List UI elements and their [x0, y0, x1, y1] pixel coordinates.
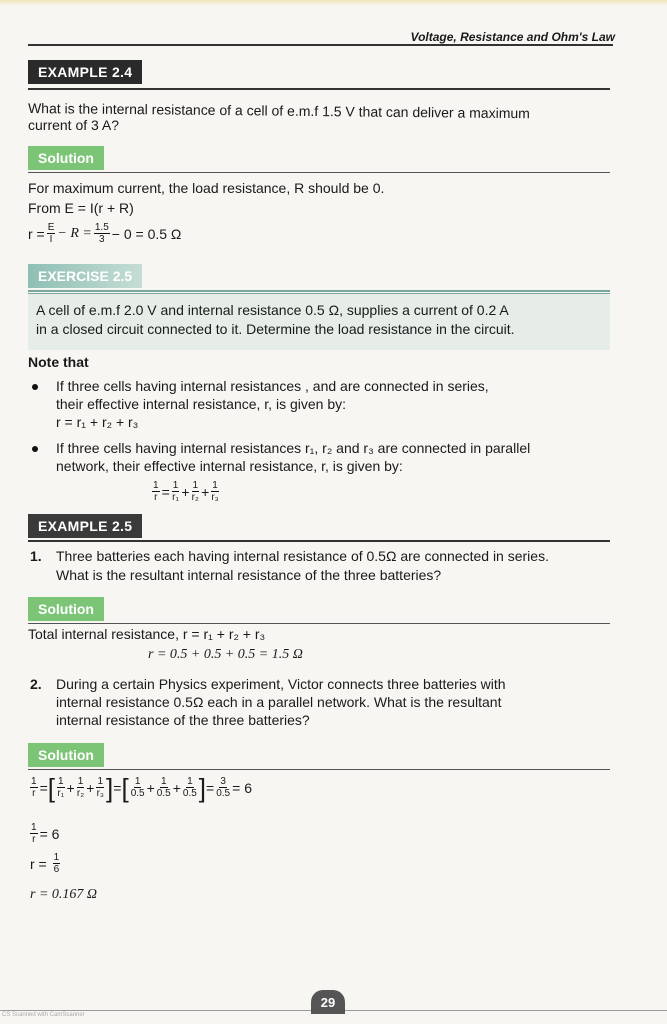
- bullet-dot: [32, 384, 38, 390]
- top-band: [0, 0, 667, 6]
- example-2-4-label: EXAMPLE 2.4: [28, 60, 142, 84]
- solution-label: Solution: [28, 597, 104, 621]
- equation-line: $\frac{1}{r}$ = 6: [31, 822, 60, 845]
- solution-rule: [28, 769, 610, 770]
- running-header: Voltage, Resistance and Ohm's Law: [410, 30, 615, 44]
- exercise-2-5-label: EXERCISE 2.5: [28, 264, 142, 288]
- example-2-5-label: EXAMPLE 2.5: [28, 514, 142, 538]
- question-line: During a certain Physics experiment, Victor connects three batteries with: [56, 676, 506, 692]
- example-rule: [28, 88, 610, 90]
- solution-label: Solution: [28, 743, 104, 767]
- note-line: If three cells having internal resistances r₁, r₂ and r₃ are connected in parallel: [56, 440, 531, 456]
- question-line: What is the internal resistance of a cell of e.m.f 1.5 V that can deliver a maximum: [27, 100, 530, 122]
- question-line: internal resistance 0.5Ω each in a parallel network. What is the resultant: [56, 694, 502, 710]
- question-line: internal resistance of the three batteries?: [56, 712, 310, 728]
- equation-line: r = $\frac{1}{6}$: [30, 852, 60, 875]
- scan-watermark: CS Scanned with CamScanner: [2, 1012, 85, 1018]
- exercise-rule: [28, 290, 610, 292]
- question-line: Three batteries each having internal resistance of 0.5Ω are connected in series.: [56, 548, 549, 564]
- example-rule: [28, 540, 610, 542]
- solution-rule: [28, 172, 610, 173]
- solution-label: Solution: [28, 146, 104, 170]
- note-line: network, their effective internal resistance, r, is given by:: [56, 458, 403, 474]
- solution-line: r = 0.5 + 0.5 + 0.5 = 1.5 Ω: [148, 647, 303, 662]
- header-rule: [28, 44, 613, 46]
- question-line: What is the resultant internal resistance of the three batteries?: [56, 567, 442, 583]
- question-line: current of 3 A?: [28, 117, 120, 133]
- solution-line: From E = I(r + R): [28, 200, 134, 216]
- question-number: 2.: [30, 676, 42, 692]
- page-number: 29: [311, 990, 345, 1014]
- exercise-line: in a closed circuit connected to it. Determine the load resistance in the circuit.: [36, 321, 515, 337]
- note-line: If three cells having internal resistances , and are connected in series,: [56, 378, 489, 394]
- note-heading: Note that: [28, 354, 89, 370]
- bullet-dot: [32, 446, 38, 452]
- series-equation: r = r₁ + r₂ + r₃: [56, 414, 139, 430]
- solution-line: For maximum current, the load resistance, R should be 0.: [28, 180, 385, 196]
- parallel-solution-equation: $\frac{1}{r}$ = [ $\frac{1}{\text{r₁}}$ + $\frac{1}{\text{r₂}}$ + $\frac{1}{\text{r₃}}$ ] = [ $\frac{1}{0.5}$ + $\frac{1}{0.5}$ + $\frac{1}{0.5}$ ] = $\frac{3}{0.5}$ = 6: [31, 772, 252, 803]
- note-line: their effective internal resistance, r, is given by:: [56, 396, 346, 412]
- parallel-equation: $\frac{1}{r}$ = $\frac{1}{\text{r₁}}$ + $\frac{1}{\text{r₂}}$ + $\frac{1}{\text{r₃}}$: [153, 480, 219, 503]
- equation-r: r = $\frac{E}{I}$ − R = $\frac{1.5}{3}$ − 0 = 0.5 Ω: [28, 222, 182, 245]
- exercise-line: A cell of e.m.f 2.0 V and internal resistance 0.5 Ω, supplies a current of 0.2 A: [36, 302, 509, 318]
- solution-rule: [28, 623, 610, 624]
- solution-line: Total internal resistance, r = r₁ + r₂ + r₃: [28, 626, 266, 642]
- final-answer: r = 0.167 Ω: [30, 887, 98, 902]
- question-number: 1.: [30, 548, 42, 564]
